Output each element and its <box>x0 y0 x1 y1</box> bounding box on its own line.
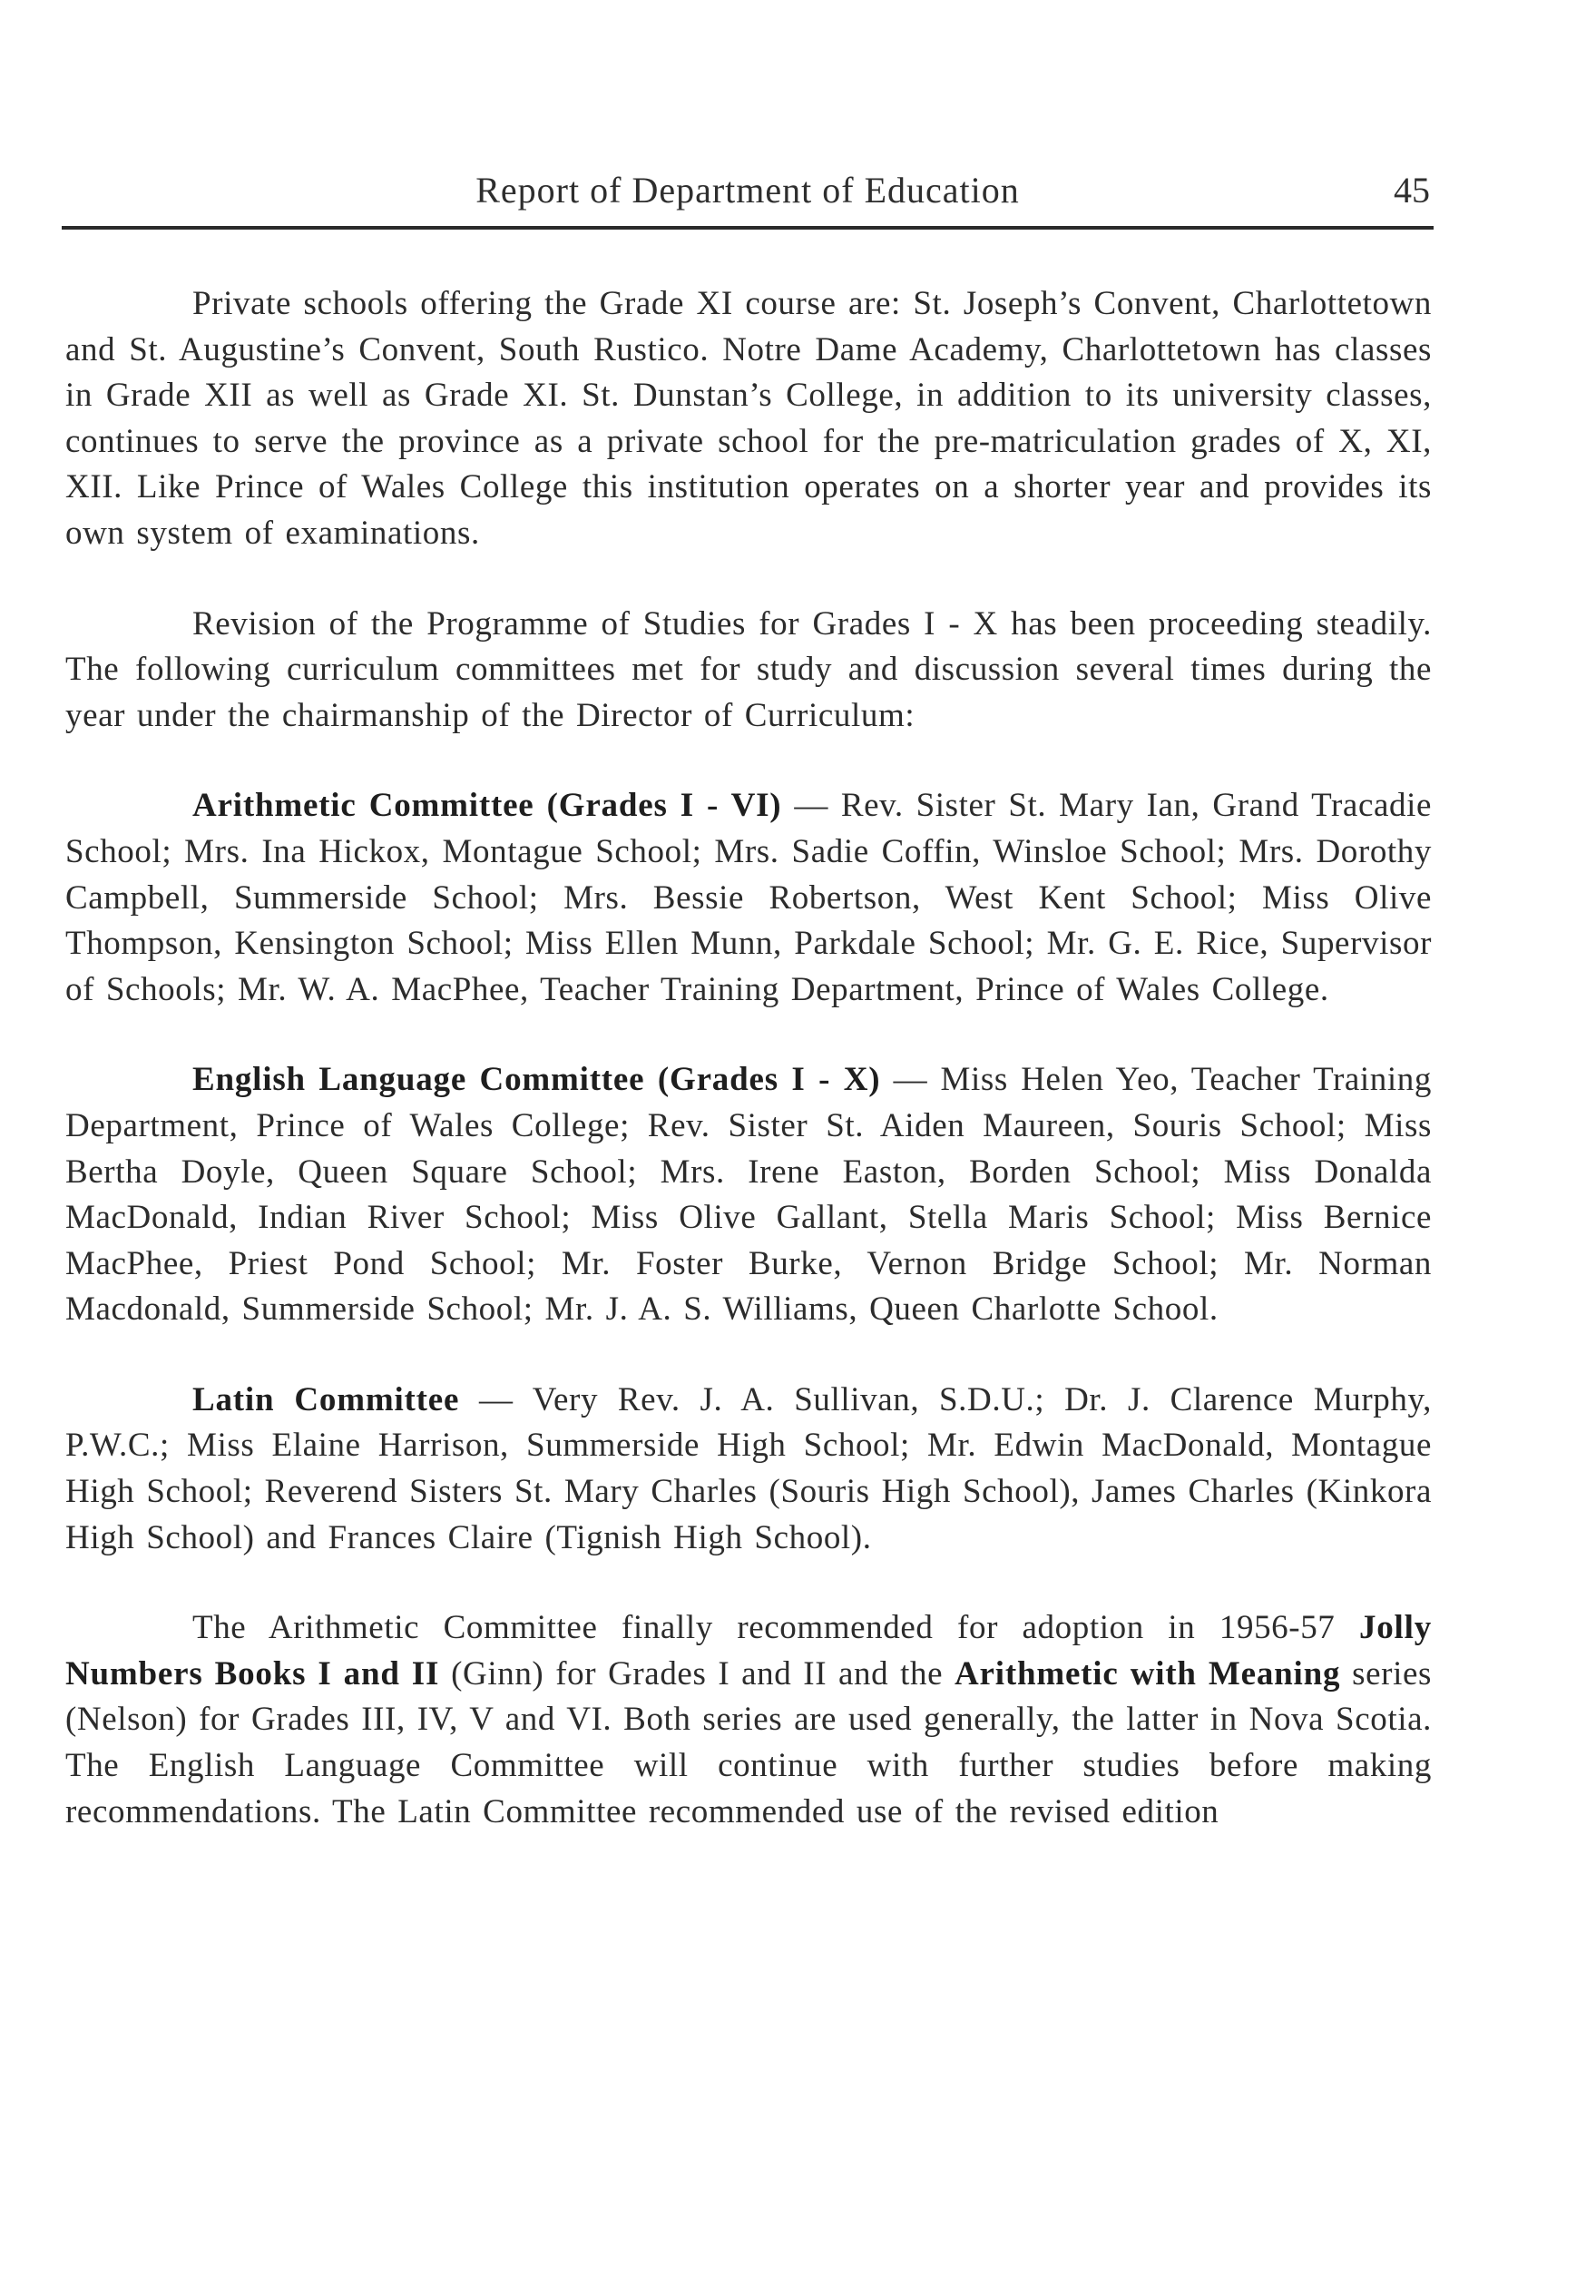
header-title: Report of Department of Education <box>475 170 1020 211</box>
body-text <box>65 281 1432 1835</box>
running-header <box>62 169 1434 223</box>
committee-heading: Arithmetic Committee (Grades I - VI) <box>192 787 782 825</box>
paragraph-english-committee <box>65 1057 1432 1333</box>
paragraph-revision <box>65 602 1432 740</box>
paragraph-text: Private schools offering the Grade XI course are: St. Joseph’s Convent, Charlottetown and St. Augustine’s Convent, South Rustico. Notre Dame Academy, Charlottetown has classes in Grade XII as well as Grade XI. St. Dunstan’s College, in addition to its university classes, continues to serve the province as a private school for the pre-matriculation grades of X, XI, XII. Like Prince of Wales College this institution operates on a shorter year and provides its own system of examinations. <box>65 285 1432 552</box>
book-title-arithmetic-with-meaning: Arithmetic with Meaning <box>955 1654 1341 1693</box>
page-number: 45 <box>1394 170 1430 211</box>
committee-members: — Miss Helen Yeo, Teacher Training Department, Prince of Wales College; Rev. Sister St. Aiden Maureen, Souris School; Miss Bertha Doyle, Queen Square School; Mrs. Irene Easton, Borden School; Miss Donalda MacDonald, Indian River School; Miss Olive Gallant, Stella Maris School; Miss Bernice MacPhee, Priest Pond School; Mr. Foster Burke, Vernon Bridge School; Mr. Norman Macdonald, Summerside School; Mr. J. A. S. Williams, Queen Charlotte School. <box>65 1061 1432 1329</box>
committee-heading: Latin Committee <box>192 1380 460 1418</box>
paragraph-arithmetic-committee <box>65 783 1432 1013</box>
paragraph-text: The Arithmetic Committee finally recommended for adoption in 1956-57 <box>192 1609 1359 1647</box>
paragraph-private-schools <box>65 281 1432 557</box>
book-title-jolly-numbers: Jolly Numbers Books I and II <box>65 1609 1432 1693</box>
header-rule <box>62 226 1434 230</box>
committee-members: — Very Rev. J. A. Sullivan, S.D.U.; Dr. J. Clarence Murphy, P.W.C.; Miss Elaine Harrison, Summerside High School; Mr. Edwin MacDonald, Montague High School; Reverend Sisters St. Mary Charles (Souris High School), James Charles (Kinkora High School) and Frances Claire (Tignish High School). <box>65 1380 1432 1556</box>
paragraph-text: (Ginn) for Grades I and II and the <box>439 1654 955 1693</box>
paragraph-text: series (Nelson) for Grades III, IV, V and VI. Both series are used generally, the latter in Nova Scotia. The English Language Committee will continue with further studies before making recommendations. The Latin Committee recommended use of the revised edition <box>65 1654 1432 1830</box>
paragraph-recommendations <box>65 1605 1432 1835</box>
committee-members: — Rev. Sister St. Mary Ian, Grand Tracadie School; Mrs. Ina Hickox, Montague School; Mrs. Sadie Coffin, Winsloe School; Mrs. Dorothy Campbell, Summerside School; Mrs. Bessie Robertson, West Kent School; Miss Olive Thompson, Kensington School; Miss Ellen Munn, Parkdale School; Mr. G. E. Rice, Supervisor of Schools; Mr. W. A. MacPhee, Teacher Training Department, Prince of Wales College. <box>65 787 1432 1008</box>
paragraph-latin-committee <box>65 1378 1432 1561</box>
committee-heading: English Language Committee (Grades I - X) <box>192 1061 881 1099</box>
paragraph-text: Revision of the Programme of Studies for Grades I - X has been proceeding steadily. The following curriculum committees met for study and discussion several times during the year under the chairmanship of the Director of Curriculum: <box>65 604 1432 734</box>
